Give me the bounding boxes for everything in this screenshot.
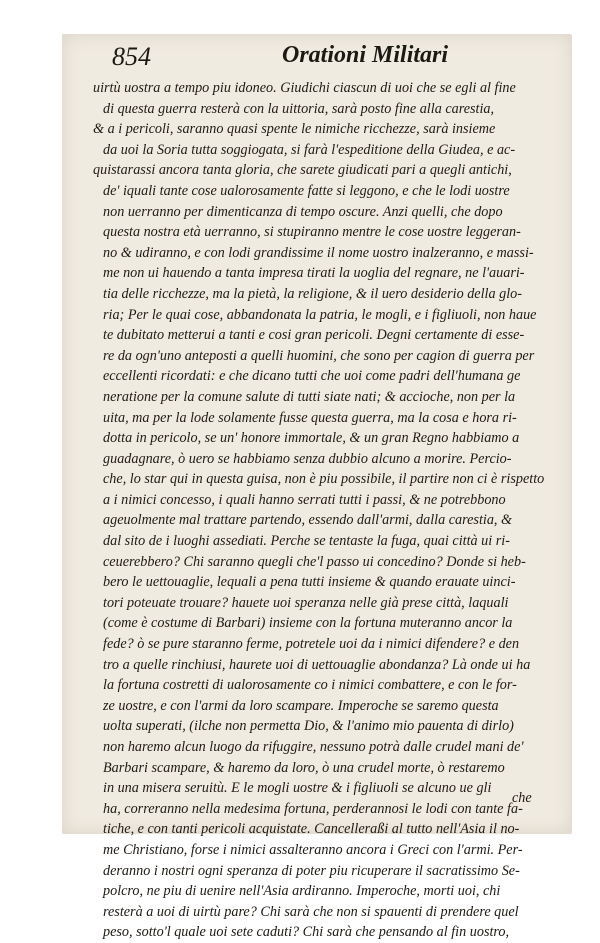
text-line: bero le uettouaglie, lequali a pena tutti insieme & quando erauate uinci-	[103, 574, 516, 591]
text-line: uolta superati, (ilche non permetta Dio, & l'animo mio pauenta di dirlo)	[103, 718, 514, 735]
text-line: a i nimici concesso, i quali hanno serrati tutti i passi, & ne potrebbono	[103, 491, 506, 508]
text-line: non uerranno per dimenticanza di tempo oscure. Anzi quelli, che dopo	[103, 203, 503, 220]
text-line: fede? ò se pure staranno ferme, potretele uoi da i nimici difendere? e den	[103, 636, 520, 653]
text-line: uirtù uostra a tempo piu idoneo. Giudichi ciascun di uoi che se egli al fine	[93, 80, 516, 96]
text-line: (come è costume di Barbari) insieme con la fortuna muteranno ancor la	[103, 615, 513, 632]
running-title: Orationi Militari	[282, 42, 449, 68]
body-text	[93, 78, 551, 943]
text-line: no & udiranno, e con lodi grandissime il nome uostro inalzeranno, e massi-	[103, 244, 534, 261]
catchword: che	[512, 790, 532, 806]
page-number: 854	[112, 42, 151, 71]
text-line: uita, ma per la lode solamente fusse questa guerra, ma la cosa e hora ri-	[103, 409, 517, 426]
text-line: questa nostra età uerranno, si stupiranno mentre le cose uostre leggeran-	[103, 224, 521, 241]
text-line: quistarassi ancora tanta gloria, che sarete giudicati pari a quegli antichi,	[93, 162, 512, 179]
text-line: me non ui hauendo a tanta impresa tirati la uoglia del regnare, ne l'auari-	[103, 265, 525, 282]
text-line: ria; Per le quai cose, abbandonata la patria, le mogli, e i figliuoli, non haue	[103, 306, 537, 323]
text-line: te dubitato metterui a tanti e cosi gran pericoli. Degni certamente di esse-	[103, 327, 525, 344]
text-line: in una misera seruitù. E le mogli uostre & i figliuoli se alcuno ue gli	[103, 780, 492, 797]
text-line: eccellenti ricordati: e che dicano tutti che uoi come padri dell'humana ge	[103, 368, 521, 385]
text-line: ha, correranno nella medesima fortuna, perderannosi le lodi con tante fa-	[103, 800, 523, 817]
text-line: resterà a uoi di uirtù pare? Chi sarà che non si spauenti di prendere quel	[103, 903, 519, 920]
text-line: Barbari scampare, & haremo da loro, ò una crudel morte, ò restaremo	[103, 759, 505, 776]
text-line: dal sito de i luoghi assediati. Perche se tentaste la fuga, quai città ui ri-	[103, 533, 510, 550]
text-line: peso, sotto'l quale uoi sete caduti? Chi sarà che pensando al fin uostro,	[103, 924, 510, 941]
text-line: di questa guerra resterà con la uittoria, sarà posto fine alla carestia,	[103, 100, 495, 117]
text-line: la fortuna costretti di ualorosamente co i nimici combattere, e con le for-	[103, 677, 517, 694]
text-line: re da ogn'uno anteposti a quelli huomini, che sono per cagion di guerra per	[103, 347, 535, 364]
text-line: & a i pericoli, saranno quasi spente le nimiche ricchezze, sarà insieme	[93, 121, 496, 138]
text-line: tori poteuate trouare? hauete uoi speranza nelle già prese città, laquali	[103, 594, 509, 611]
text-line: da uoi la Soria tutta soggiogata, si farà l'espeditione della Giudea, e ac-	[103, 141, 516, 158]
text-line: polcro, ne piu di uenire nell'Asia ardiranno. Imperoche, morti uoi, chi	[103, 883, 501, 900]
text-line: dotta in pericolo, se un' honore immortale, & un gran Regno habbiamo a	[103, 430, 520, 447]
text-line: ceuerebbero? Chi saranno quegli che'l passo ui concedino? Donde si heb-	[103, 553, 526, 570]
text-line: me Christiano, forse i nimici assalteranno ancora i Greci con l'armi. Per-	[103, 841, 523, 858]
text-line: non haremo alcun luogo da rifuggire, nessuno potrà dalle crudel mani de'	[103, 739, 524, 755]
page-header	[78, 40, 548, 74]
text-line: tiche, e con tanti pericoli acquistate. Cancelleraßi al tutto nell'Asia il no-	[103, 821, 520, 838]
text-line: neratione per la comune salute di tutti siate nati; & accioche, non per la	[103, 388, 516, 405]
text-line: ageuolmente mal trattare partendo, essendo dall'armi, dalla carestia, &	[103, 512, 513, 529]
text-line: che, lo star qui in questa guisa, non è piu possibile, il partire non ci è rispetto	[103, 471, 545, 488]
text-line: tia delle ricchezze, ma la pietà, la religione, & il uero desiderio della glo-	[103, 285, 522, 302]
text-line: guadagnare, ò uero se habbiamo senza dubbio alcuno a morire. Percio-	[103, 450, 512, 467]
text-line: ze uostre, e con l'armi da loro scampare. Imperoche se saremo questa	[103, 697, 499, 714]
text-line: de' iquali tante cose ualorosamente fatte si leggono, e che le lodi uostre	[103, 182, 510, 199]
text-line: tro a quelle rinchiusi, haurete uoi di uettouaglie abondanza? Là onde ui ha	[103, 656, 531, 673]
text-line: deranno i nostri ogni speranza di poter piu ricuperare il sacratissimo Se-	[103, 862, 520, 879]
